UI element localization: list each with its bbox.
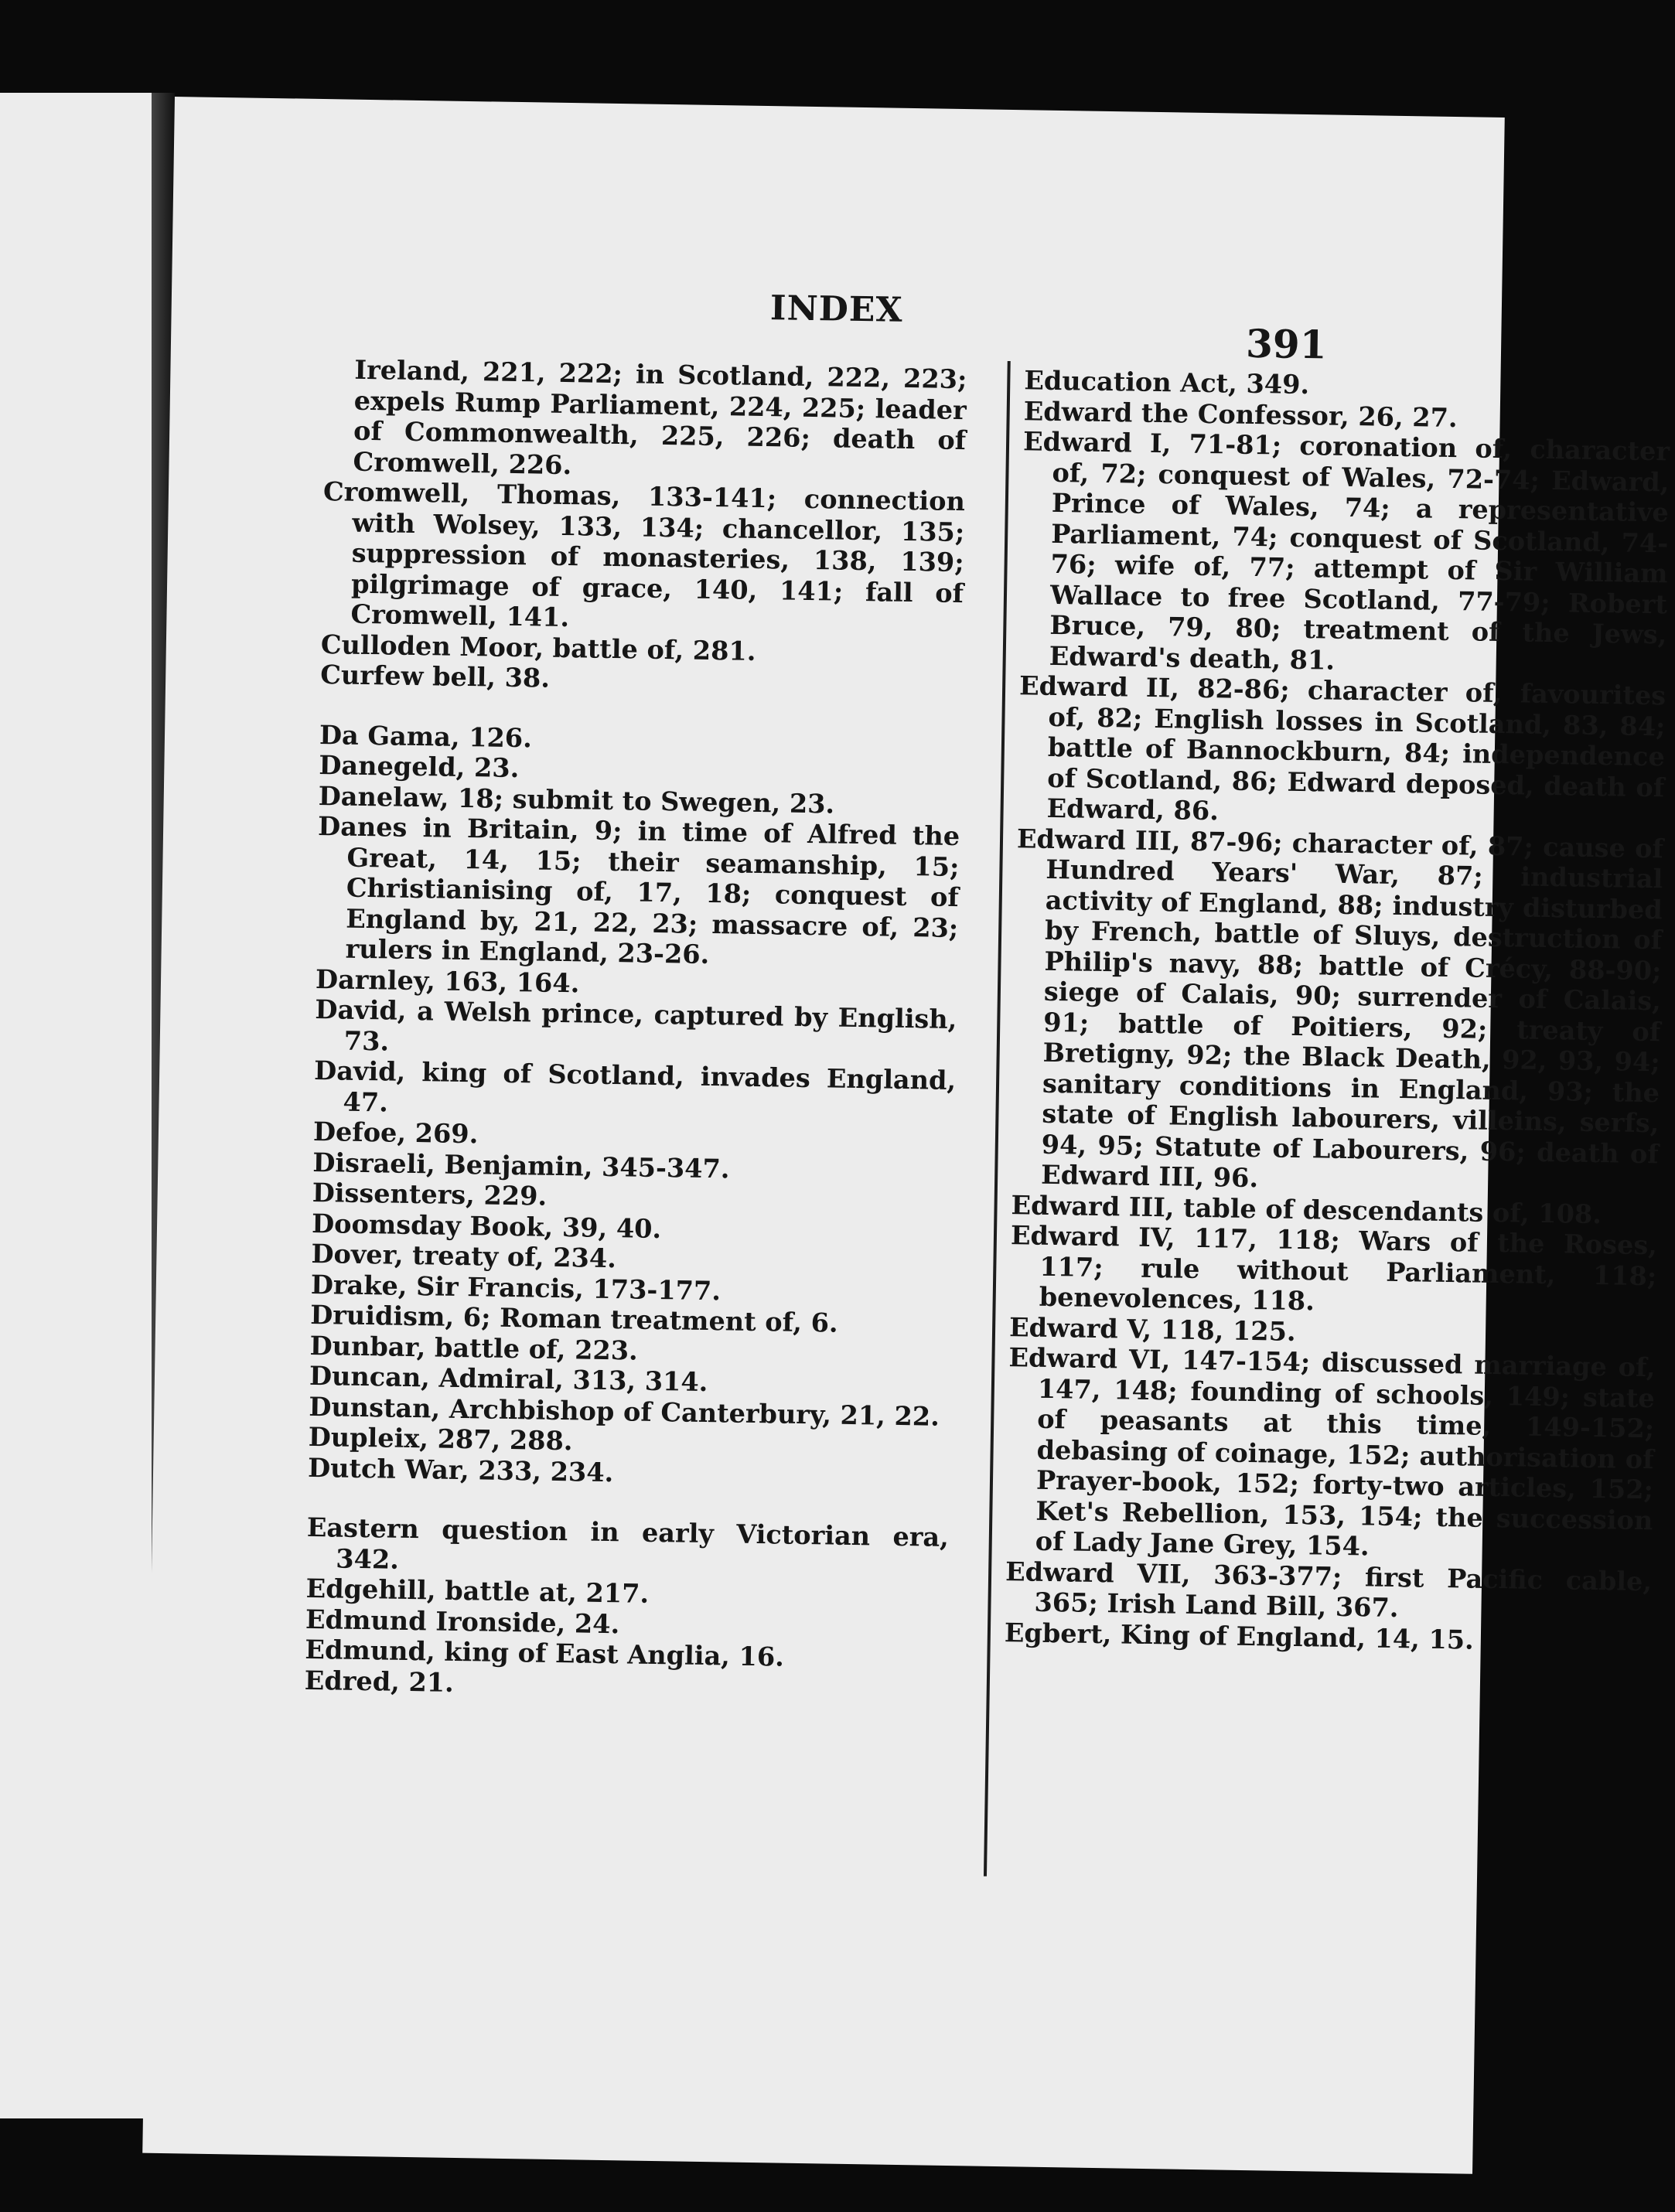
- page-number: 391: [1245, 320, 1327, 368]
- index-entry: Edward III, 87-96; character of, 87; cause of Hundred Years' War, 87; industrial activity of England, 88; industry disturbed by French, battle of Sluys, destruction of Philip's navy, 88; battle of Crécy, 88-90; siege of Calais, 90; surrender of Calais, 91; battle of Poitiers, 92; treaty of Bretigny, 92; the Black Death, 92, 93, 94; sanitary conditions in England, 93; the state of English labourers, villeins, serfs, 94, 95; Statute of Labourers, 96; death of Edward III, 96.: [1016, 823, 1664, 1194]
- index-entry: Duncan, Admiral, 313, 314.: [309, 1360, 708, 1398]
- index-entry: Edward IV, 117, 118; Wars of the Roses, 117; rule without Parliament, 118; benevolences, 118.: [1010, 1220, 1658, 1317]
- index-entry: Doomsday Book, 39, 40.: [311, 1208, 662, 1244]
- index-entry: Curfew bell, 38.: [319, 660, 551, 694]
- index-entry: Edward II, 82-86; character of, favourites of, 82; English losses in Scotland, 83, 84; battle of Bannockburn, 84; independence of Scotland, 86; Edward deposed, death of Edward, 86.: [1018, 670, 1666, 827]
- index-entry: Edgehill, battle at, 217.: [305, 1573, 650, 1609]
- index-entry: Cromwell, Thomas, 133-141; connection with Wolsey, 133, 134; chancellor, 135; suppression of monasteries, 138, 139; pilgrimage of grace, 140, 141; fall of Cromwell, 141.: [322, 476, 966, 633]
- index-column-left: [305, 354, 967, 1706]
- index-entry: Edmund Ironside, 24.: [305, 1604, 620, 1639]
- index-entry: Eastern question in early Victorian era, 342.: [306, 1512, 950, 1575]
- index-entry: Drake, Sir Francis, 173-177.: [310, 1269, 722, 1306]
- index-entry: David, king of Scotland, invades England, 47.: [313, 1055, 957, 1117]
- index-entry: Dunbar, battle of, 223.: [309, 1330, 639, 1366]
- index-entry: Edward VI, 147-154; discussed marriage of, 147, 148; founding of schools, 149; state of peasants at this time, 149-152; debasing of coinage, 152; authorisation of Prayer-book, 152; forty-two articles, 152; Ket's Rebellion, 153, 154; the succession of Lady Jane Grey, 154.: [1008, 1342, 1656, 1562]
- index-entry: Culloden Moor, battle of, 281.: [320, 629, 756, 666]
- index-entry: Edward VII, 363-377; first Pacific cable, 365; Irish Land Bill, 367.: [1005, 1556, 1653, 1624]
- index-entry: Darnley, 163, 164.: [315, 963, 580, 998]
- index-entry: Defoe, 269.: [312, 1116, 479, 1150]
- column-divider: [984, 361, 1011, 1876]
- left-page-edge: [0, 93, 155, 2118]
- index-entry: Druidism, 6; Roman treatment of, 6.: [309, 1299, 838, 1338]
- index-entry: Egbert, King of England, 14, 15.: [1004, 1617, 1475, 1655]
- index-entry: Disraeli, Benjamin, 345-347.: [312, 1147, 730, 1184]
- index-entry: Dunstan, Archbishop of Canterbury, 21, 22.: [309, 1391, 940, 1432]
- index-entry: Dupleix, 287, 288.: [308, 1421, 573, 1457]
- index-entry: Edward V, 118, 125.: [1008, 1311, 1296, 1347]
- index-entry: Edred, 21.: [304, 1665, 455, 1698]
- index-entry: Edmund, king of East Anglia, 16.: [305, 1634, 785, 1672]
- index-entry: Education Act, 349.: [1024, 365, 1310, 400]
- index-entry: Dutch War, 233, 234.: [307, 1452, 614, 1488]
- index-entry: Danes in Britain, 9; in time of Alfred the Great, 14, 15; their seamanship, 15; Christianising of, 17, 18; conquest of England by, 21, 22, 23; massacre of, 23; rulers in England, 23-26.: [317, 811, 960, 970]
- index-entry: Danegeld, 23.: [319, 750, 520, 784]
- index-entry: David, a Welsh prince, captured by English, 73.: [315, 994, 957, 1057]
- index-entry: Edward I, 71-81; coronation of, character of, 72; conquest of Wales, 72-74; Edward, Prince of Wales, 74; a representative Parliament, 74; conquest of Scotland, 74-76; wife of, 77; attempt of Sir William Wallace to free Scotland, 77-79; Robert Bruce, 79, 80; treatment of the Jews, Edward's death, 81.: [1022, 426, 1670, 676]
- index-entry: Edward III, table of descendants of, 108.: [1011, 1189, 1602, 1229]
- index-entry: Danelaw, 18; submit to Swegen, 23.: [318, 780, 835, 820]
- index-page: [142, 97, 1670, 2174]
- index-column-right: [1005, 365, 1671, 1658]
- index-entry: Dissenters, 229.: [312, 1177, 548, 1212]
- page-title: INDEX: [769, 288, 903, 330]
- index-entry: Edward the Confessor, 26, 27.: [1023, 395, 1458, 433]
- index-entry: Ireland, 221, 222; in Scotland, 222, 223; expels Rump Parliament, 224, 225; leader of Commonwealth, 225, 226; death of Cromwell, 226.: [353, 354, 967, 480]
- index-entry: Dover, treaty of, 234.: [311, 1238, 617, 1274]
- index-entry: Da Gama, 126.: [319, 719, 533, 753]
